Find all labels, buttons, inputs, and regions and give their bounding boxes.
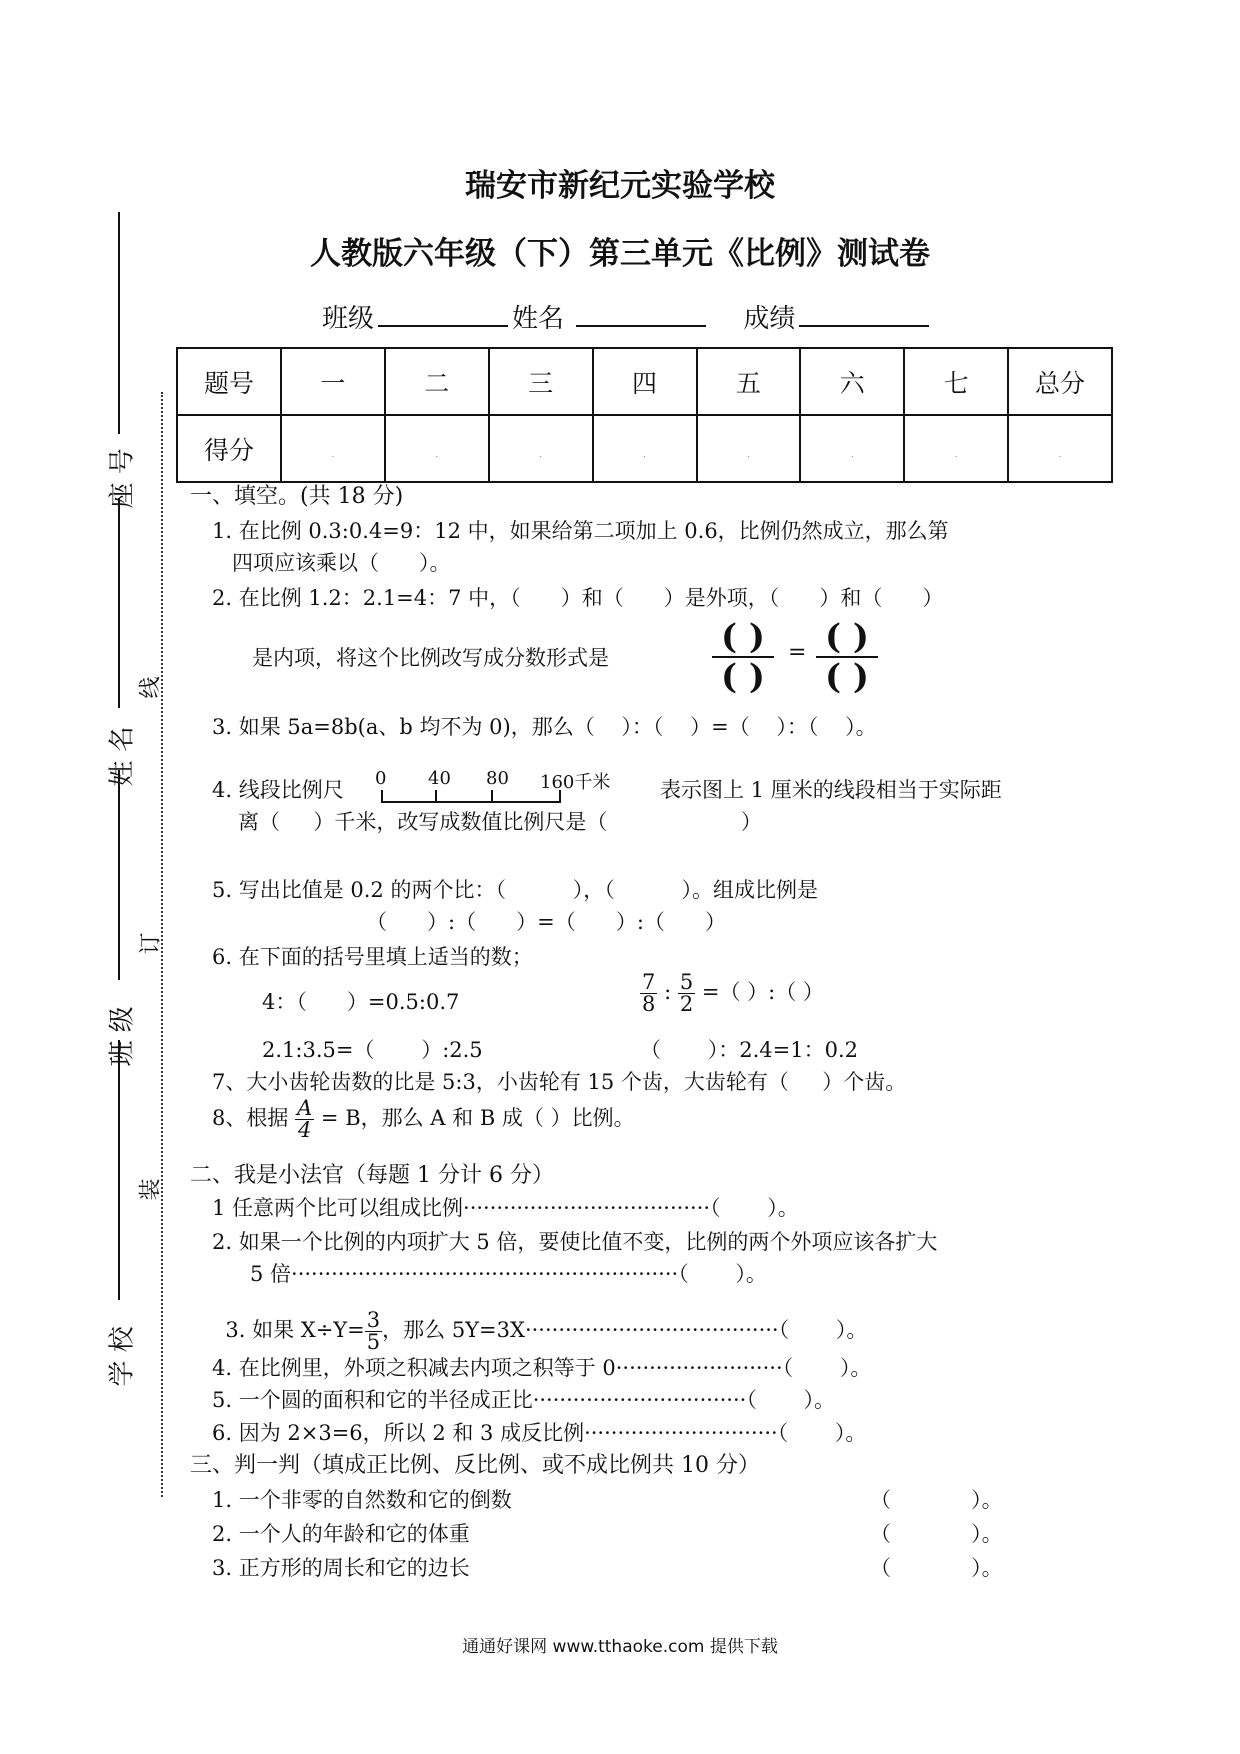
s3-q1-answer[interactable]: （ ）。 [870,1488,1003,1512]
s1-q6-a: 4：（ ）=0.5:0.7 [262,990,460,1014]
s2-q2-line2: 5 倍··························································（ ）。 [250,1262,767,1286]
margin-class-label: 班 级 [107,1006,138,1067]
fraction-7-8: $\frac{7}{8}$ [642,970,656,1016]
s2-q2-line1: 2. 如果一个比例的内项扩大 5 倍，要使比值不变，比例的两个外项应该各扩大 [212,1230,938,1254]
s3-q1: 1. 一个非零的自然数和它的倒数 [212,1488,512,1512]
s1-q4-line2: 离（ ）千米，改写成数值比例尺是（ ） [238,810,762,834]
s3-q3: 3. 正方形的周长和它的边长 [212,1556,470,1580]
margin-school-label: 学 校 [107,1326,138,1387]
table-cell: 二 [385,348,489,415]
score-table-header-row [177,348,1112,415]
fraction-a-over-4: $\frac{A}{4}$ [297,1096,313,1142]
score-blank[interactable] [799,301,929,327]
s3-q2: 2. 一个人的年龄和它的体重 [212,1522,470,1546]
table-cell: 得分 [177,415,281,482]
score-input-cell[interactable]: . [697,415,801,482]
section3-heading: 三、判一判（填成正比例、反比例、或不成比例共 10 分） [190,1453,760,1478]
school-title: 瑞安市新纪元实验学校 [465,168,775,204]
s3-q2-answer[interactable]: （ ）。 [870,1522,1003,1546]
scale-label-40: 40 [428,768,451,789]
margin-mount-char: 装 [138,1178,164,1201]
fraction-blank-right[interactable]: ( ) ( ) [812,620,882,694]
table-cell: 七 [904,348,1008,415]
s1-q5-line1: 5. 写出比值是 0.2 的两个比：（ ），（ ）。组成比例是 [212,878,818,902]
s2-q1: 1 任意两个比可以组成比例·····································（ ）。 [212,1196,799,1220]
equals-sign: = [788,640,807,665]
s1-q2-line2: 是内项，将这个比例改写成分数形式是 [252,646,609,670]
margin-line-char: 线 [138,676,164,699]
s2-q5: 5. 一个圆的面积和它的半径成正比································（ ）。 [212,1388,836,1412]
score-input-cell[interactable]: . [1008,415,1112,482]
score-table [176,347,1113,483]
exam-title: 人教版六年级（下）第三单元《比例》测试卷 [310,236,930,272]
margin-name-label: 姓 名 [107,726,138,787]
fraction-blank-left[interactable]: ( ) ( ) [708,620,778,694]
s1-q8: 8、根据 $\frac{A}{4}$ = B，那么 A 和 B 成（ ）比例。 [212,1096,635,1142]
fraction-5-2: $\frac{5}{2}$ [679,970,694,1016]
margin-line-4 [118,1040,120,1300]
score-label: 成绩 [743,304,796,334]
margin-bind-char: 订 [138,932,164,955]
table-cell: 总分 [1008,348,1112,415]
student-info-row [322,298,933,335]
s2-q4: 4. 在比例里，外项之积减去内项之积等于 0·························（ ）。 [212,1356,872,1380]
s1-q3: 3. 如果 5a=8b(a、b 均不为 0)，那么（ ）：（ ）=（ ）：（ ）。 [212,715,877,739]
score-input-cell[interactable]: . [800,415,904,482]
scale-label-0: 0 [375,768,387,789]
s1-q6: 6. 在下面的括号里填上适当的数； [212,945,533,969]
score-input-cell[interactable]: . [281,415,385,482]
table-cell: 五 [697,348,801,415]
s1-q6-d: （ ）：2.4=1：0.2 [640,1038,858,1062]
score-table-score-row [177,415,1112,482]
class-label: 班级 [322,304,375,334]
fraction-3-5: $\frac{3}{5}$ [366,1308,381,1354]
line-segment-scale-bar [380,790,562,804]
s1-q4-line1-pre: 4. 线段比例尺 [212,778,344,802]
s1-q1-line1: 1. 在比例 0.3:0.4=9：12 中，如果给第二项加上 0.6，比例仍然成立，那么第 [212,519,949,543]
s1-q2-line1: 2. 在比例 1.2：2.1=4：7 中，（ ）和（ ）是外项，（ ）和（ ） [212,586,944,610]
name-label: 姓名 [512,304,565,334]
scale-label-80: 80 [486,768,509,789]
s1-q7: 7、大小齿轮齿数的比是 5:3，小齿轮有 15 个齿，大齿轮有（ ）个齿。 [212,1070,907,1094]
table-cell: 四 [593,348,697,415]
s1-q4-line1-post: 表示图上 1 厘米的线段相当于实际距 [660,778,1002,802]
table-cell: 题号 [177,348,281,415]
class-blank[interactable] [378,301,508,327]
score-input-cell[interactable]: . [904,415,1008,482]
margin-line-2 [118,498,120,708]
section1-heading: 一、填空。(共 18 分) [190,484,404,509]
s2-q3: 3. 如果 X÷Y= $\frac{3}{5}$ ，那么 5Y=3X······································（ ）。 [225,1308,868,1354]
s1-q5-line2: （ ）:（ ）=（ ）:（ ） [366,910,726,934]
table-cell: 三 [489,348,593,415]
section2-heading: 二、我是小法官（每题 1 分计 6 分） [190,1163,554,1188]
score-input-cell[interactable]: . [489,415,593,482]
table-cell: 六 [800,348,904,415]
s1-q6-b: $\frac{7}{8}$ : $\frac{5}{2}$ =（ ）:（ ） [642,970,824,1016]
footer-credit: 通通好课网 www.tthaoke.com 提供下载 [462,1637,778,1657]
scale-label-160: 160千米 [540,772,611,793]
s1-q1-line2: 四项应该乘以（ ）。 [232,551,451,575]
score-input-cell[interactable]: . [593,415,697,482]
s1-q6-c: 2.1:3.5=（ ）:2.5 [262,1038,483,1062]
margin-line-3 [118,770,120,980]
s1-q6-b-tail: =（ ）:（ ） [701,980,824,1004]
name-blank[interactable] [576,301,706,327]
s2-q6: 6. 因为 2×3=6，所以 2 和 3 成反比例·····························（ ）。 [212,1421,867,1445]
score-input-cell[interactable]: . [385,415,489,482]
table-cell: 一 [281,348,385,415]
s3-q3-answer[interactable]: （ ）。 [870,1556,1003,1580]
margin-seat-label: 座 号 [107,448,138,509]
